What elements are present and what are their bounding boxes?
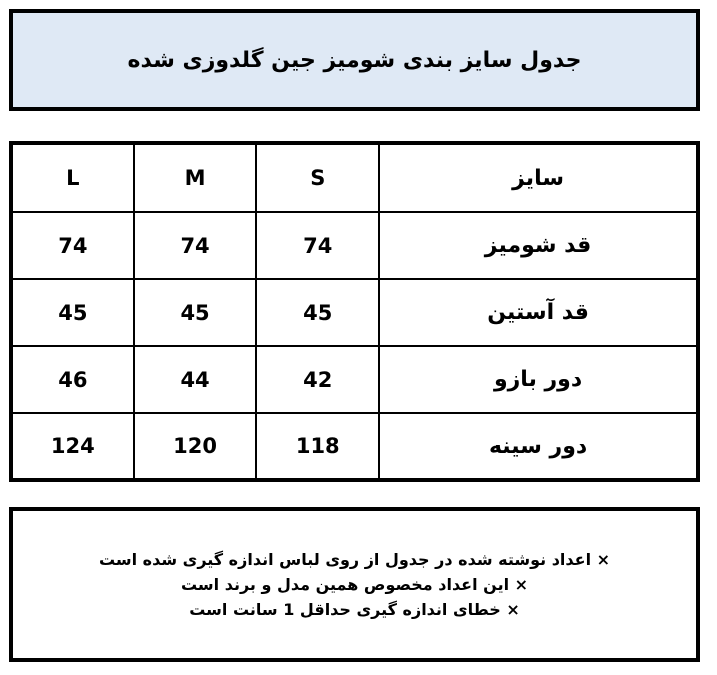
notes-box bbox=[9, 507, 700, 662]
title-box bbox=[9, 9, 700, 111]
cell-m: 74 bbox=[134, 212, 257, 279]
cell-s: 42 bbox=[256, 346, 379, 413]
table-header-row bbox=[11, 143, 698, 212]
cell-s: 74 bbox=[256, 212, 379, 279]
note-line: × اعداد نوشته شده در جدول از روی لباس اندازه گیری شده است bbox=[98, 550, 611, 569]
note-line: × خطای اندازه گیری حداقل 1 سانت است bbox=[189, 600, 520, 619]
cell-s: 118 bbox=[256, 413, 379, 480]
page-title: جدول سایز بندی شومیز جین گلدوزی شده bbox=[127, 47, 582, 73]
table-row bbox=[11, 279, 698, 346]
cell-l: 74 bbox=[11, 212, 134, 279]
header-size-s: S bbox=[256, 143, 379, 212]
cell-l: 45 bbox=[11, 279, 134, 346]
cell-l: 46 bbox=[11, 346, 134, 413]
cell-l: 124 bbox=[11, 413, 134, 480]
cell-m: 45 bbox=[134, 279, 257, 346]
row-label: قد آستین bbox=[379, 279, 698, 346]
row-label: قد شومیز bbox=[379, 212, 698, 279]
size-table bbox=[9, 141, 700, 482]
row-label: دور سینه bbox=[379, 413, 698, 480]
header-size-m: M bbox=[134, 143, 257, 212]
header-label: سایز bbox=[379, 143, 698, 212]
header-size-l: L bbox=[11, 143, 134, 212]
cell-m: 120 bbox=[134, 413, 257, 480]
note-line: × این اعداد مخصوص همین مدل و برند است bbox=[180, 575, 529, 594]
cell-m: 44 bbox=[134, 346, 257, 413]
table-row bbox=[11, 212, 698, 279]
table-row bbox=[11, 413, 698, 480]
table-row bbox=[11, 346, 698, 413]
row-label: دور بازو bbox=[379, 346, 698, 413]
cell-s: 45 bbox=[256, 279, 379, 346]
